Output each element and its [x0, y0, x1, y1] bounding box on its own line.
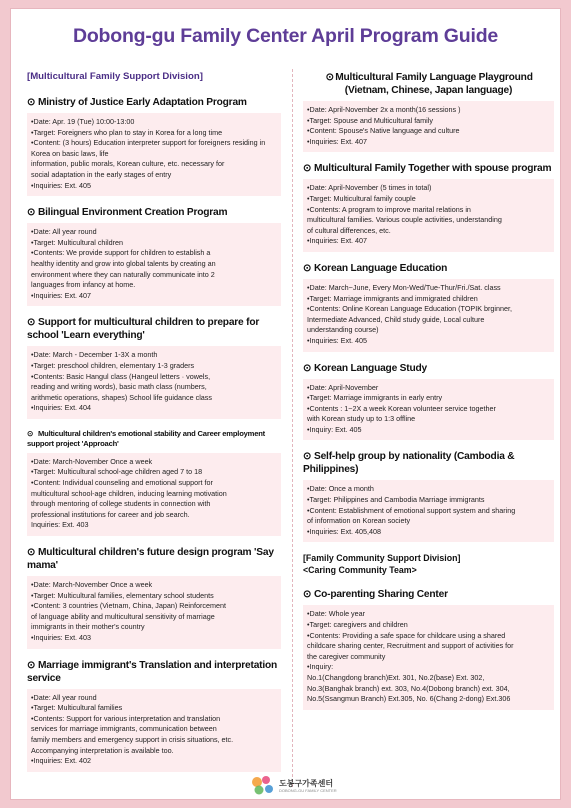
- program-detail-line: Accompanying interpretation is available too.: [31, 745, 174, 755]
- program-section: [303, 588, 554, 709]
- program-detail-line: arithmetic operations, shapes) School life guidance class: [31, 392, 212, 402]
- program-detail-line: •Inquiries: Ext. 405,408: [307, 526, 382, 536]
- program-details: [303, 379, 554, 441]
- program-detail-line: •Inquiries: Ext. 407: [307, 136, 368, 146]
- target-bullet-icon: ⊙: [27, 207, 36, 219]
- left-column: [27, 71, 281, 782]
- program-detail-line: •Date: All year round: [31, 227, 97, 237]
- program-detail-line: No.5(Ssangmun Branch) Ext.305, No. 6(Chang 2-dong) Ext.306: [307, 694, 511, 704]
- program-detail-line: languages from infancy at home.: [31, 280, 136, 290]
- target-bullet-icon: ⊙: [303, 451, 312, 463]
- program-details: [27, 113, 281, 196]
- program-detail-line: No.1(Changdong branch)Ext. 301, No.2(base) Ext. 302,: [307, 673, 485, 682]
- program-title-text: Multicultural Family Language Playground (Vietnam, Chinese, Japan language): [335, 72, 533, 96]
- program-detail-line: •Date: Once a month: [307, 484, 374, 494]
- program-section: [27, 429, 281, 536]
- program-detail-line: •Target: Multicultural families: [31, 703, 123, 713]
- left-program-list: [27, 96, 281, 772]
- program-title-text: Ministry of Justice Early Adaptation Program: [38, 97, 247, 108]
- program-title-text: Multicultural Family Together with spouse program: [314, 163, 552, 175]
- program-section: [27, 206, 281, 306]
- target-bullet-icon: ⊙: [303, 163, 312, 175]
- program-detail-line: •Contents: Basic Hangul class (Hangeul letters · vowels,: [31, 371, 211, 381]
- program-detail-line: Inquiries: Ext. 403: [31, 520, 89, 530]
- program-detail-line: social adaptation in the early stages of entry: [31, 169, 172, 179]
- program-section: [303, 71, 554, 152]
- program-title-text: Co-parenting Sharing Center: [314, 589, 448, 601]
- program-detail-line: •Date: April-November (5 times in total): [307, 183, 432, 193]
- target-bullet-icon: ⊙: [27, 428, 34, 438]
- program-details: [27, 576, 281, 649]
- multicultural-division-heading: [Multicultural Family Support Division]: [27, 71, 203, 82]
- program-section: [303, 162, 554, 252]
- program-detail-line: •Contents : 1~2X a week Korean volunteer service together: [307, 403, 496, 413]
- column-divider: [292, 69, 293, 787]
- program-title: [303, 71, 554, 97]
- program-detail-line: •Inquiries: Ext. 405: [31, 180, 92, 190]
- program-details: [303, 605, 554, 709]
- program-title-text: Support for multicultural children to prepare for school 'Learn everything': [27, 317, 260, 342]
- program-detail-line: •Content: Establishment of emotional support system and sharing: [307, 505, 516, 515]
- program-detail-line: •Inquiry:: [307, 662, 334, 672]
- program-title: [27, 659, 281, 685]
- target-bullet-icon: ⊙: [27, 547, 36, 559]
- program-title: [303, 162, 554, 175]
- program-detail-line: •Target: Spouse and Multicultural family: [307, 115, 433, 125]
- program-detail-line: •Contents: Providing a safe space for childcare using a shared: [307, 630, 506, 640]
- program-title: [27, 316, 281, 342]
- program-detail-line: •Inquiries: Ext. 407: [31, 290, 92, 300]
- program-title: [27, 206, 281, 219]
- program-detail-line: •Inquiries: Ext. 407: [307, 236, 368, 246]
- program-detail-line: •Date: March~June, Every Mon-Wed/Tue-Thur/Fri./Sat. class: [307, 282, 501, 292]
- family-center-logo-icon: [249, 774, 277, 796]
- program-detail-line: of cultural differences, etc.: [307, 225, 391, 235]
- program-details: [27, 689, 281, 772]
- program-details: [27, 223, 281, 306]
- program-detail-line: information, public morals, Korean culture, etc. necessary for: [31, 159, 225, 169]
- program-detail-line: reading and writing words), basic math class (numbers,: [31, 382, 207, 392]
- program-detail-line: •Inquiries: Ext. 402: [31, 756, 92, 766]
- program-detail-line: understanding course): [307, 325, 379, 335]
- program-title: [27, 96, 281, 109]
- program-detail-line: •Target: Foreigners who plan to stay in Korea for a long time: [31, 127, 223, 137]
- program-section: [303, 450, 554, 542]
- program-guide-page: [10, 8, 561, 800]
- program-section: [27, 96, 281, 196]
- program-detail-line: •Contents: Online Korean Language Education (TOPIK brginner,: [307, 304, 512, 314]
- target-bullet-icon: ⊙: [27, 97, 36, 108]
- program-detail-line: •Target: Marriage immigrants and immigrated children: [307, 293, 478, 303]
- program-detail-line: •Date: March-November Once a week: [31, 580, 153, 590]
- program-detail-line: multicultural school-age children, inducing learning motivation: [31, 488, 227, 498]
- program-detail-line: •Contents: A program to improve marital relations in: [307, 204, 471, 214]
- program-detail-line: •Contents: We provide support for children to establish a: [31, 248, 211, 258]
- program-details: [27, 453, 281, 536]
- program-title-text: Korean Language Education: [314, 262, 448, 274]
- target-bullet-icon: ⊙: [303, 362, 312, 374]
- program-detail-line: through mentoring of college students in connection with: [31, 499, 211, 509]
- target-bullet-icon: ⊙: [325, 72, 334, 83]
- program-title-text: Multicultural children's future design program 'Say mama': [27, 547, 274, 572]
- program-detail-line: childcare sharing center, Recruitment and support of activities for: [307, 641, 514, 651]
- program-detail-line: •Target: Multicultural families, elementary school students: [31, 590, 214, 600]
- program-section: [27, 546, 281, 649]
- program-detail-line: with Korean study up to 1:3 offline: [307, 414, 416, 424]
- program-detail-line: •Date: Apr. 19 (Tue) 10:00-13:00: [31, 117, 135, 126]
- right-column: [303, 71, 554, 720]
- program-details: [303, 480, 554, 542]
- program-detail-line: •Target: Multicultural children: [31, 237, 123, 247]
- program-section: [303, 262, 554, 352]
- right-program-list-bottom: [303, 588, 554, 709]
- program-title: [27, 546, 281, 572]
- program-detail-line: •Content: Spouse's Native language and culture: [307, 126, 460, 136]
- program-detail-line: •Date: March - December 1-3X a month: [31, 350, 158, 360]
- program-detail-line: •Target: Philippines and Cambodia Marriage immigrants: [307, 495, 485, 505]
- program-detail-line: •Content: (3 hours) Education interpreter support for foreigners residing in Korea on basic laws, life: [31, 138, 266, 158]
- program-details: [303, 101, 554, 152]
- program-detail-line: environment where they can naturally communicate into 2: [31, 269, 215, 279]
- program-detail-line: •Date: April-November 2x a month(16 sessions ): [307, 105, 461, 114]
- program-detail-line: •Inquiries: Ext. 404: [31, 403, 92, 413]
- program-title: [303, 362, 554, 375]
- program-detail-line: •Target: Marriage immigrants in early entry: [307, 393, 443, 403]
- program-title-text: Korean Language Study: [314, 362, 427, 374]
- program-detail-line: professional institutions for career and job search.: [31, 509, 190, 519]
- family-community-heading: [303, 552, 554, 576]
- logo-subtext: DOBONG-GU FAMILY CENTER: [279, 788, 337, 793]
- program-detail-line: of language ability and multicultural sensitivity of marriage: [31, 611, 215, 621]
- program-section: [27, 659, 281, 772]
- program-detail-line: of information on Korean society: [307, 516, 411, 526]
- program-title: [303, 262, 554, 275]
- program-detail-line: •Date: March-November Once a week: [31, 456, 153, 466]
- program-detail-line: •Content: Individual counseling and emotional support for: [31, 478, 213, 488]
- program-detail-line: multicultural families. Various couple activities, understanding: [307, 215, 502, 225]
- program-title-text: Multicultural children's emotional stability and Career employment support project 'Approach': [27, 428, 266, 448]
- program-title: [303, 588, 554, 601]
- program-detail-line: •Date: Whole year: [307, 609, 366, 619]
- target-bullet-icon: ⊙: [27, 317, 36, 329]
- page-title: Dobong-gu Family Center April Program Guide: [72, 25, 499, 47]
- program-detail-line: services for marriage immigrants, communication between: [31, 724, 217, 734]
- target-bullet-icon: ⊙: [303, 589, 312, 601]
- program-detail-line: the caregiver community: [307, 651, 386, 661]
- program-title-text: Self-help group by nationality (Cambodia & Philippines): [303, 451, 515, 476]
- program-detail-line: •Target: caregivers and children: [307, 620, 408, 630]
- family-center-logo: [249, 774, 399, 796]
- program-detail-line: •Target: Multicultural school-age children aged 7 to 18: [31, 467, 203, 477]
- program-details: [303, 279, 554, 352]
- program-details: [303, 179, 554, 252]
- program-title-text: Marriage immigrant's Translation and interpretation service: [27, 659, 278, 684]
- target-bullet-icon: ⊙: [27, 659, 36, 671]
- program-detail-line: •Date: April-November: [307, 382, 379, 392]
- program-detail-line: immigrants in their mother's country: [31, 622, 145, 632]
- caring-community-team: <Caring Community Team>: [303, 565, 417, 576]
- program-detail-line: Intermediate Advanced, Child study guide, Local culture: [307, 314, 485, 324]
- program-detail-line: •Target: Multicultural family couple: [307, 193, 416, 203]
- program-details: [27, 346, 281, 419]
- program-detail-line: •Inquiries: Ext. 403: [31, 633, 92, 642]
- program-detail-line: family members and emergency support in crisis situations, etc.: [31, 734, 234, 744]
- family-community-division: [Family Community Support Division]: [303, 553, 461, 564]
- program-detail-line: No.3(Banghak branch) ext. 303, No.4(Dobong branch) ext. 304,: [307, 683, 510, 693]
- program-detail-line: •Inquiry: Ext. 405: [307, 424, 362, 434]
- program-detail-line: healthy identity and grow into global talents by creating an: [31, 258, 216, 268]
- program-detail-line: •Inquiries: Ext. 405: [307, 335, 368, 345]
- program-title: [27, 429, 281, 449]
- logo-text: 도봉구가족센터: [279, 779, 334, 788]
- program-detail-line: •Contents: Support for various interpretation and translation: [31, 713, 221, 723]
- right-program-list: [303, 71, 554, 542]
- program-title: [303, 450, 554, 476]
- program-detail-line: •Date: All year round: [31, 692, 97, 702]
- program-title-text: Bilingual Environment Creation Program: [38, 207, 228, 219]
- program-section: [303, 362, 554, 441]
- program-detail-line: •Target: preschool children, elementary 1-3 graders: [31, 360, 195, 370]
- program-section: [27, 316, 281, 419]
- target-bullet-icon: ⊙: [303, 262, 312, 274]
- program-detail-line: •Content: 3 countries (Vietnam, China, Japan) Reinforcement: [31, 601, 226, 611]
